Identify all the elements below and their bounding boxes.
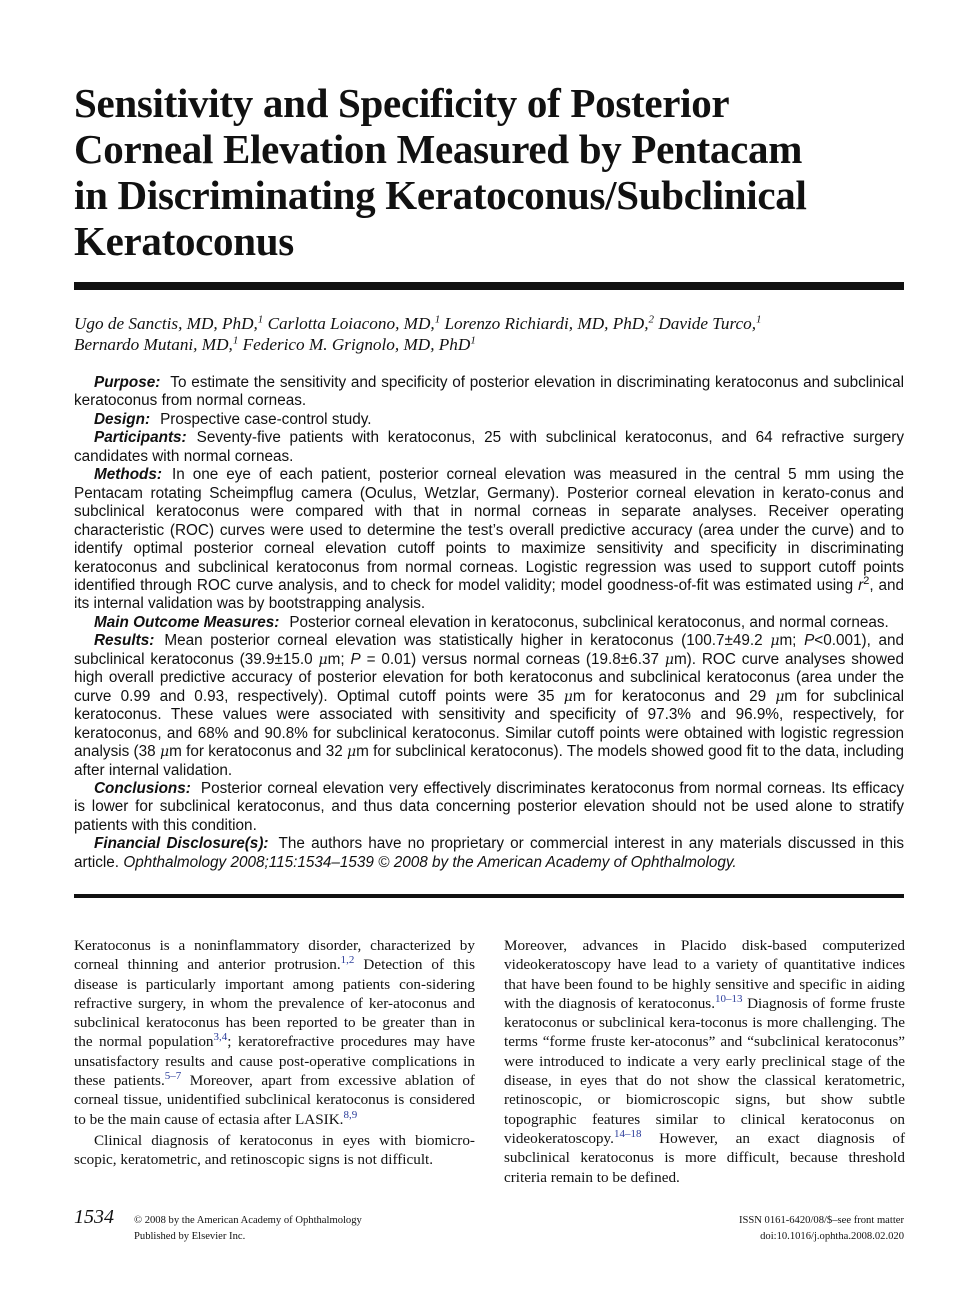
section-label: Methods: [94,466,162,484]
reference-link[interactable]: 1,2 [340,954,355,967]
mu-symbol: μ [159,744,170,761]
issn-line: ISSN 0161-6420/08/$–see front matter [738,1215,904,1226]
body-text: Diagnosis of forme fruste keratoconus or subclinical kera-toconus is more challenging. The terms “forme fruste ker-atoconus” and “subclinical keratoconus” were introduced to indicate a very early preclinical stage of the disease, in eyes that do not show the classical keratometric, retinoscopic, or biomicroscopic signs, but show subtle topographic features similar to clinical keratoconus on videokeratoscopy. [504,994,906,1147]
section-text: Mean posterior corneal elevation was statistically higher in keratoconus (100.7±49.2 [164,632,771,650]
author-name: Lorenzo Richiardi, MD, PhD, [440,314,649,333]
abstract-disclosure [74,835,904,872]
section-text: The authors have no proprietary or commercial interest in any materials discussed in this article. [74,835,905,871]
section-text: , and its internal validation was by bootstrapping analysis. [74,576,904,613]
body-paragraph [504,936,905,1187]
section-label: Results: [94,632,155,650]
title-line: Sensitivity and Specificity of Posterior [74,80,730,126]
r-squared-symbol: r [858,576,864,594]
journal-citation: Ophthalmology 2008;115:1534–1539 © 2008 by the American Academy of Ophthalmology. [123,853,737,871]
publisher-line: Published by Elsevier Inc. [134,1231,246,1242]
body-text: ; keratorefractive procedures may have unsatisfactory results and cause post-operative complications in these patients. [74,1033,475,1090]
section-text: <0.001), and subclinical keratoconus (39.9±15.0 [74,632,904,668]
mu-symbol: μ [775,688,785,705]
abstract-design [74,411,904,429]
author-name: Ugo de Sanctis, MD, PhD, [74,314,258,333]
section-text: m for keratoconus and 29 [572,687,776,705]
section-text: = 0.01) versus normal corneas (19.8±6.37 [360,650,665,668]
reference-link[interactable]: 10–13 [715,992,743,1005]
body-paragraph: Clinical diagnosis of keratoconus in eyes with biomicro-scopic, keratometric, and retinoscopic signs is not difficult. [74,1131,475,1169]
affiliation-marker: 1 [434,313,441,326]
body-text: Moreover, apart from excessive ablation of corneal tissue, unidentified subclinical keratoconus is considered to be the main cause of ectasia after LASIK. [74,1072,475,1128]
author-line [74,334,904,355]
section-text: Prospective case-control study. [160,410,372,428]
doi-line: doi:10.1016/j.ophtha.2008.02.020 [760,1231,904,1242]
author-list [74,313,904,355]
p-symbol: P [350,650,361,668]
author-name: Federico M. Grignolo, MD, PhD [238,335,471,354]
section-label: Financial Disclosure(s): [94,835,269,853]
reference-link[interactable]: 8,9 [343,1108,358,1121]
body-text: Keratoconus is a noninflammatory disorder, characterized by corneal thinning and anterior protrusion. [74,937,475,974]
p-symbol: P [804,632,815,650]
copyright-line: © 2008 by the American Academy of Ophthalmology [134,1215,362,1226]
affiliation-marker: 1 [756,313,762,326]
section-text: m; [327,650,351,668]
abstract-methods [74,466,904,614]
publisher-info [134,1213,362,1245]
abstract-results [74,632,904,780]
section-text: Posterior corneal elevation in keratoconus, subclinical keratoconus, and normal corneas. [289,613,889,631]
abstract-outcome [74,614,904,632]
section-text: To estimate the sensitivity and specificity of posterior elevation in discriminating keratoconus and subclinical keratoconus from normal corneas. [74,374,904,410]
section-text: Posterior corneal elevation very effectively discriminates keratoconus from normal corneas. Its efficacy is lower for subclinical keratoconus, and thus data concerning posterior elevation should not be used alone to stratify patients with this condition. [74,779,904,834]
author-name: Carlotta Loiacono, MD, [263,314,435,333]
abstract-conclusions [74,780,904,835]
abstract-divider [74,894,904,898]
section-text: m for subclinical keratoconus. These values were associated with sensitivity and specificity of 97.3% and 96.9%, respectively, for keratoconus, and 68% and 90.8% for subclinical keratoconus. Similar cutoff points were obtained with logistic regression analysis (38 [74,687,904,761]
abstract-purpose [74,374,904,411]
body-column-right [504,936,905,1187]
mu-symbol: μ [347,744,357,761]
reference-link[interactable]: 14–18 [613,1127,642,1140]
title-line: Corneal Elevation Measured by Pentacam [74,126,803,172]
author-line [74,313,904,334]
body-text: Detection of this disease is particularly important among patients con-sidering refractive surgery, in whom the prevalence of ker-atoconus and subclinical keratoconus has been reported to be greater than in the normal population [74,956,475,1051]
section-text: m). ROC curve analyses showed high overall predictive accuracy of posterior elevation for both keratoconus and subclinical keratoconus (area under the curve 0.99 and 0.93, respectively). Optimal cutoff points were 35 [74,650,904,705]
affiliation-marker: 1 [470,334,476,347]
author-name: Bernardo Mutani, MD, [74,335,233,354]
reference-link[interactable]: 5–7 [164,1070,182,1083]
section-label: Design: [94,410,151,428]
section-text: In one eye of each patient, posterior corneal elevation was measured in the central 5 mm using the Pentacam rotating Scheimpflug camera (Oculus, Wetzlar, Germany). Posterior corneal elevation in kerato-conus and subclinical keratoconus were compared with that in normal corneas in separate analyses. Receiver operating characteristic (ROC) curves were used to determine the test’s overall predictive accuracy (area under the curve) and to identify optimal posterior corneal elevation cutoff points to maximize sensitivity and specificity in discriminating keratoconus and subclinical keratoconus from normal corneas. Logistic regression was used to support cutoff points identified through ROC curve analysis, and to check for model validity; model goodness-of-fit was estimated using [74,466,904,594]
page-number: 1534 [74,1206,114,1228]
body-column-left [74,936,475,1170]
affiliation-marker: 1 [232,334,239,347]
superscript: 2 [863,574,870,587]
article-title [74,80,904,264]
issn-doi-info [739,1213,904,1245]
section-text: m; [779,632,805,650]
author-name: Davide Turco, [654,314,757,333]
section-text: Seventy-five patients with keratoconus, 25 with subclinical keratoconus, and 64 refractive surgery candidates with normal corneas. [74,429,904,465]
section-label: Participants: [94,429,187,447]
title-divider [74,282,904,290]
mu-symbol: μ [563,688,573,705]
body-text: However, an exact diagnosis of subclinical keratoconus is more difficult, because threshold criteria remain to be defined. [504,1129,905,1186]
title-line: in Discriminating Keratoconus/Subclinical [74,172,807,218]
section-text: m for keratoconus and 32 [169,743,348,761]
reference-link[interactable]: 3,4 [213,1031,228,1044]
abstract-participants [74,429,904,466]
mu-symbol: μ [664,651,674,668]
body-paragraph [74,936,475,1129]
affiliation-marker: 1 [257,313,264,326]
section-label: Conclusions: [94,779,191,797]
body-text: Moreover, advances in Placido disk-based computerized videokeratoscopy have lead to a variety of quantitative indices that have been found to be highly sensitive and specific in aiding with the diagnosis of keratoconus. [504,937,905,1012]
affiliation-marker: 2 [648,313,655,326]
title-line: Keratoconus [74,218,294,264]
abstract [74,374,904,872]
section-label: Purpose: [94,374,161,391]
section-label: Main Outcome Measures: [94,613,280,631]
mu-symbol: μ [770,633,780,650]
mu-symbol: μ [318,651,328,668]
section-text: m for subclinical keratoconus). The models showed good fit to the data, including after internal validation. [74,743,905,779]
